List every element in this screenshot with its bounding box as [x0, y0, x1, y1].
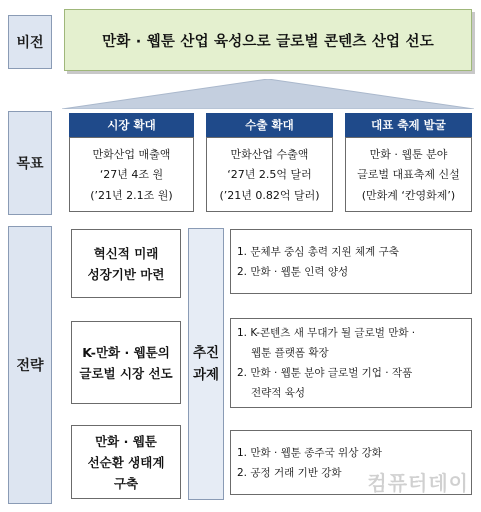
- vision-label: 비전: [8, 15, 52, 69]
- goal-line: 만화 · 웹툰 분야: [369, 148, 448, 162]
- task-item: 1. 문체부 중심 총력 지원 체계 구축: [237, 245, 399, 258]
- goal-line: ‘27년 2.5억 달러: [227, 168, 312, 182]
- strategy-line: 성장기반 마련: [87, 266, 165, 282]
- task-center-line: 추진: [192, 345, 220, 361]
- task-group-1: [230, 229, 472, 294]
- goal-body-festival: [345, 137, 472, 212]
- task-center-label: [188, 228, 224, 500]
- goal-line: ‘27년 4조 원: [99, 168, 164, 182]
- strategy-line: K-만화 · 웹툰의: [82, 344, 170, 360]
- goal-line: (’21년 0.82억 달러): [219, 188, 320, 202]
- task-item: 2. 공정 거래 기반 강화: [237, 466, 342, 479]
- goal-label: 목표: [8, 111, 52, 215]
- strategy-line: 글로벌 시장 선도: [79, 365, 173, 381]
- watermark: 컴퓨터데이: [367, 471, 469, 495]
- task-center-line: 과제: [192, 367, 220, 383]
- task-item: 2. 만화 · 웹툰 분야 글로벌 기업 · 작품: [237, 367, 413, 379]
- strategy-3: [71, 425, 181, 499]
- task-item: 웹툰 플랫폼 확장: [251, 347, 329, 359]
- task-item: 1. K-콘텐츠 새 무대가 될 글로벌 만화 ·: [237, 327, 416, 339]
- goal-line: (’21년 2.1조 원): [90, 188, 173, 202]
- goal-line: 글로벌 대표축제 신설: [357, 168, 460, 182]
- goal-head-festival: 대표 축제 발굴: [345, 113, 472, 137]
- goal-head-export: 수출 확대: [206, 113, 333, 137]
- task-item: 2. 만화 · 웹툰 인력 양성: [237, 265, 349, 278]
- task-item: 전략적 육성: [251, 387, 306, 399]
- strategy-line: 선순환 생태계: [87, 454, 165, 470]
- strategy-line: 만화 · 웹툰: [95, 433, 157, 449]
- goal-line: 만화산업 수출액: [230, 148, 309, 162]
- goal-body-export: [206, 137, 333, 212]
- strategy-line: 혁신적 미래: [93, 245, 159, 261]
- vision-statement: 만화 · 웹툰 산업 육성으로 글로벌 콘텐츠 산업 선도: [64, 9, 472, 71]
- task-group-2: [230, 318, 472, 408]
- goal-head-market: 시장 확대: [69, 113, 194, 137]
- strategy-line: 구축: [113, 475, 139, 491]
- strategy-label: 전략: [8, 226, 52, 504]
- goal-body-market: [69, 137, 194, 212]
- strategy-1: [71, 229, 181, 298]
- strategy-2: [71, 321, 181, 404]
- upward-arrow: [62, 79, 474, 109]
- goal-line: (만화계 ‘칸영화제’): [361, 188, 456, 202]
- goal-line: 만화산업 매출액: [92, 148, 171, 162]
- task-item: 1. 만화 · 웹툰 종주국 위상 강화: [237, 446, 382, 459]
